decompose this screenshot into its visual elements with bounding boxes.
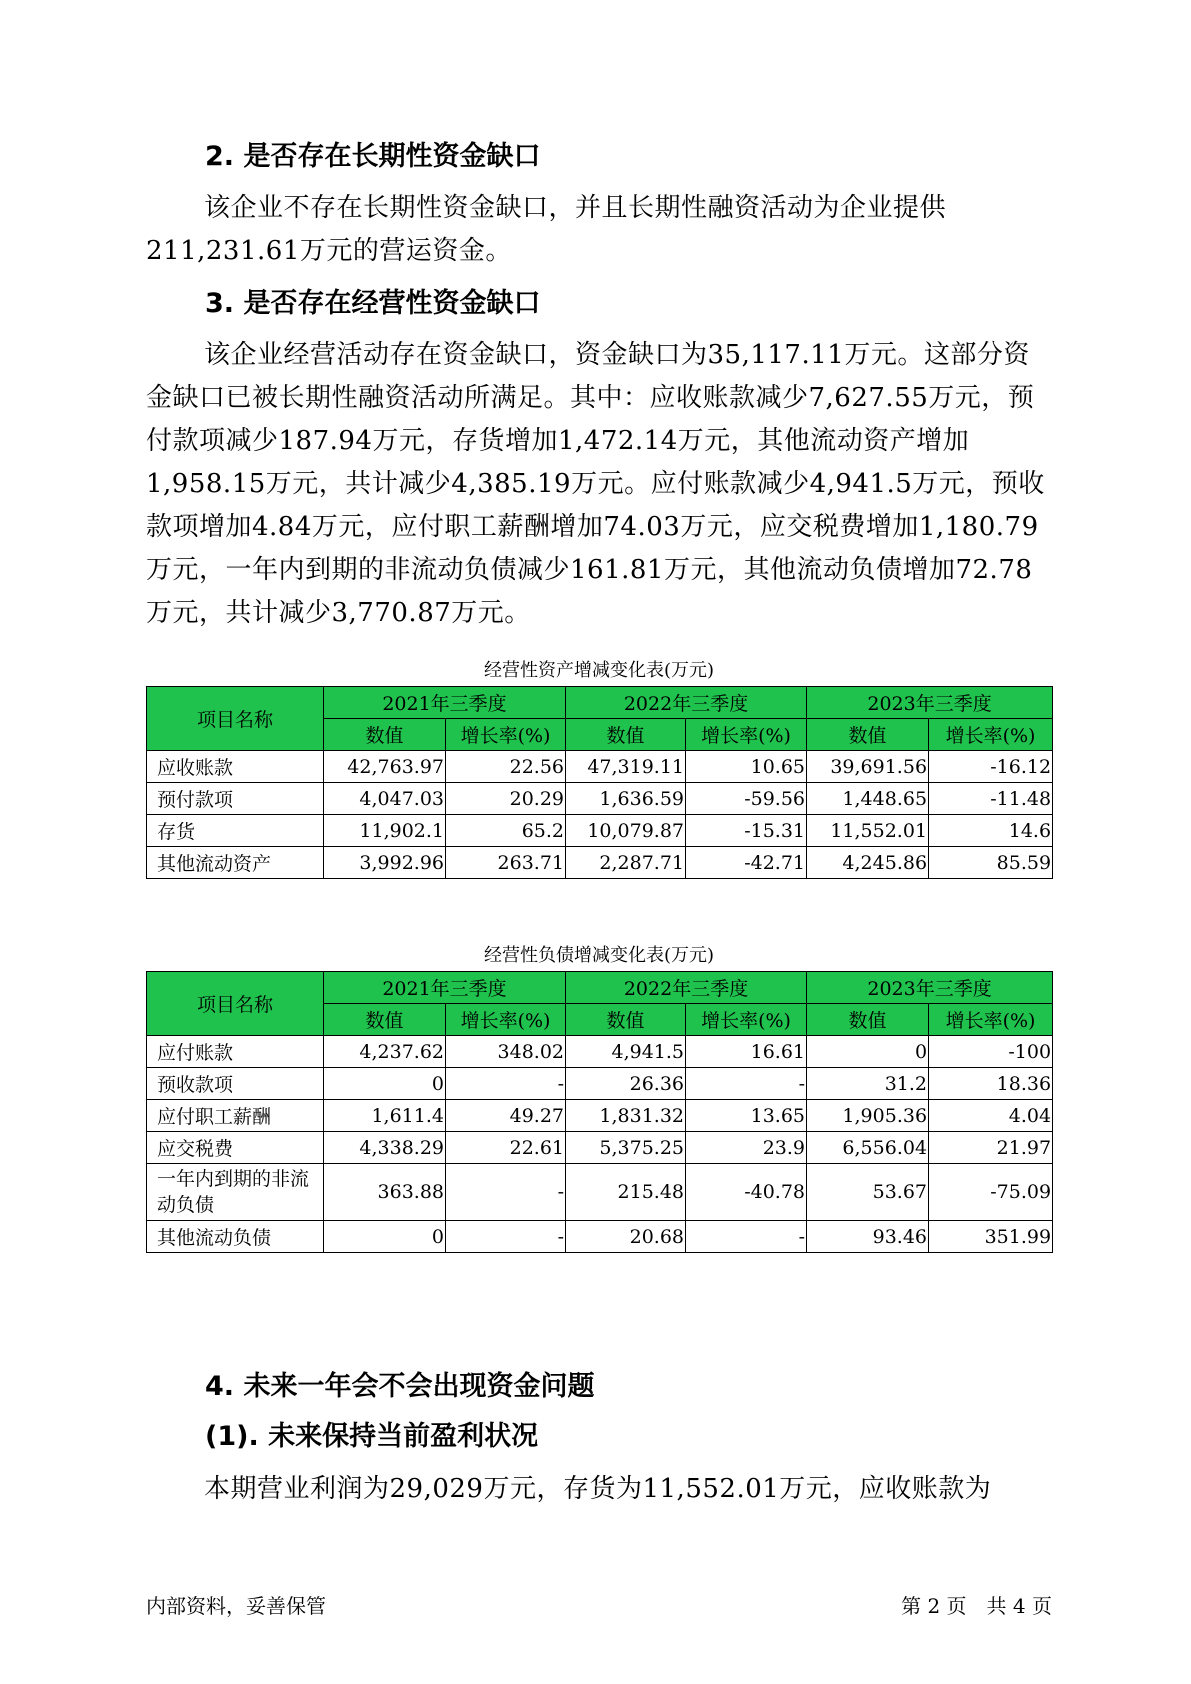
table-row	[147, 847, 1053, 879]
liabilities-table	[146, 971, 1053, 1253]
cell-growth: 85.59	[929, 847, 1053, 879]
cell-value: 1,611.4	[324, 1100, 446, 1132]
cell-value: 363.88	[324, 1164, 446, 1221]
cell-value: 2,287.71	[566, 847, 686, 879]
value-header: 数值	[324, 1004, 446, 1036]
cell-growth: 22.61	[446, 1132, 566, 1164]
section-4-heading: 4. 未来一年会不会出现资金问题	[205, 1371, 595, 1402]
cell-growth: 20.29	[446, 783, 566, 815]
cell-value: 4,237.62	[324, 1036, 446, 1068]
cell-growth: 21.97	[929, 1132, 1053, 1164]
period-2023-header: 2023年三季度	[807, 972, 1053, 1004]
item-name-header: 项目名称	[147, 687, 324, 751]
cell-growth: -	[686, 1221, 807, 1253]
cell-value: 6,556.04	[807, 1132, 929, 1164]
assets-table	[146, 686, 1053, 879]
table-row	[147, 751, 1053, 783]
liabilities-table-caption: 经营性负债增减变化表(万元)	[483, 945, 715, 966]
row-name: 其他流动资产	[147, 847, 324, 879]
cell-growth: 23.9	[686, 1132, 807, 1164]
cell-growth: 22.56	[446, 751, 566, 783]
period-2021-header: 2021年三季度	[324, 687, 566, 719]
table-row	[147, 1164, 1053, 1221]
assets-table-caption: 经营性资产增减变化表(万元)	[483, 660, 715, 681]
cell-growth: 18.36	[929, 1068, 1053, 1100]
growth-header: 增长率(%)	[686, 719, 807, 751]
cell-growth: -	[446, 1221, 566, 1253]
table-row	[147, 815, 1053, 847]
cell-value: 31.2	[807, 1068, 929, 1100]
period-2021-header: 2021年三季度	[324, 972, 566, 1004]
cell-growth: 4.04	[929, 1100, 1053, 1132]
row-name: 应交税费	[147, 1132, 324, 1164]
cell-growth: -15.31	[686, 815, 807, 847]
period-2023-header: 2023年三季度	[807, 687, 1053, 719]
cell-value: 11,552.01	[807, 815, 929, 847]
value-header: 数值	[324, 719, 446, 751]
cell-value: 42,763.97	[324, 751, 446, 783]
value-header: 数值	[566, 719, 686, 751]
cell-value: 0	[324, 1221, 446, 1253]
cell-growth: 49.27	[446, 1100, 566, 1132]
footer-page-number: 第 2 页 共 4 页	[901, 1594, 1052, 1618]
cell-growth: -	[446, 1164, 566, 1221]
value-header: 数值	[807, 719, 929, 751]
cell-value: 39,691.56	[807, 751, 929, 783]
cell-value: 53.67	[807, 1164, 929, 1221]
cell-growth: 351.99	[929, 1221, 1053, 1253]
cell-value: 5,375.25	[566, 1132, 686, 1164]
period-2022-header: 2022年三季度	[566, 687, 807, 719]
cell-value: 1,905.36	[807, 1100, 929, 1132]
cell-growth: 65.2	[446, 815, 566, 847]
table-row	[147, 1068, 1053, 1100]
row-name: 应付账款	[147, 1036, 324, 1068]
item-name-header: 项目名称	[147, 972, 324, 1036]
section-4-paragraph: 本期营业利润为29,029万元，存货为11,552.01万元，应收账款为	[204, 1474, 992, 1504]
cell-growth: 14.6	[929, 815, 1053, 847]
growth-header: 增长率(%)	[446, 719, 566, 751]
cell-value: 4,338.29	[324, 1132, 446, 1164]
section-2-paragraph: 该企业不存在长期性资金缺口，并且长期性融资活动为企业提供211,231.61万元的营运资金。	[146, 193, 947, 266]
section-3-heading: 3. 是否存在经营性资金缺口	[205, 288, 541, 319]
cell-value: 10,079.87	[566, 815, 686, 847]
cell-value: 47,319.11	[566, 751, 686, 783]
table-row	[147, 783, 1053, 815]
footer-confidential-note: 内部资料，妥善保管	[146, 1594, 326, 1618]
cell-value: 1,831.32	[566, 1100, 686, 1132]
cell-value: 215.48	[566, 1164, 686, 1221]
cell-value: 0	[807, 1036, 929, 1068]
cell-value: 20.68	[566, 1221, 686, 1253]
cell-growth: -42.71	[686, 847, 807, 879]
cell-value: 1,636.59	[566, 783, 686, 815]
cell-growth: -100	[929, 1036, 1053, 1068]
cell-value: 26.36	[566, 1068, 686, 1100]
row-name: 应付职工薪酬	[147, 1100, 324, 1132]
table-row	[147, 1036, 1053, 1068]
table-row	[147, 1100, 1053, 1132]
section-3-paragraph: 该企业经营活动存在资金缺口，资金缺口为35,117.11万元。这部分资金缺口已被长期性融资活动所满足。其中：应收账款减少7,627.55万元，预付款项减少187.94万元，存货增加1,472.14万元，其他流动资产增加1,958.15万元，共计减少4,385.19万元。应付账款减少4,941.5万元，预收款项增加4.84万元，应付职工薪酬增加74.03万元，应交税费增加1,180.79万元，一年内到期的非流动负债减少161.81万元，其他流动负债增加72.78万元，共计减少3,770.87万元。	[146, 340, 1045, 628]
cell-growth: 348.02	[446, 1036, 566, 1068]
cell-value: 93.46	[807, 1221, 929, 1253]
row-name: 应收账款	[147, 751, 324, 783]
value-header: 数值	[807, 1004, 929, 1036]
section-4-sub-heading: (1). 未来保持当前盈利状况	[205, 1421, 539, 1452]
cell-growth: -40.78	[686, 1164, 807, 1221]
row-name: 一年内到期的非流动负债	[147, 1164, 324, 1221]
cell-growth: 263.71	[446, 847, 566, 879]
value-header: 数值	[566, 1004, 686, 1036]
cell-growth: 13.65	[686, 1100, 807, 1132]
period-2022-header: 2022年三季度	[566, 972, 807, 1004]
cell-value: 11,902.1	[324, 815, 446, 847]
cell-value: 4,941.5	[566, 1036, 686, 1068]
cell-growth: -11.48	[929, 783, 1053, 815]
cell-growth: -	[686, 1068, 807, 1100]
row-name: 预收款项	[147, 1068, 324, 1100]
cell-value: 3,992.96	[324, 847, 446, 879]
table-row	[147, 1221, 1053, 1253]
cell-value: 0	[324, 1068, 446, 1100]
growth-header: 增长率(%)	[929, 1004, 1053, 1036]
cell-value: 1,448.65	[807, 783, 929, 815]
table-row	[147, 1132, 1053, 1164]
growth-header: 增长率(%)	[686, 1004, 807, 1036]
cell-growth: -16.12	[929, 751, 1053, 783]
cell-growth: 16.61	[686, 1036, 807, 1068]
growth-header: 增长率(%)	[929, 719, 1053, 751]
cell-growth: -75.09	[929, 1164, 1053, 1221]
row-name: 预付款项	[147, 783, 324, 815]
cell-value: 4,047.03	[324, 783, 446, 815]
cell-growth: 10.65	[686, 751, 807, 783]
cell-growth: -	[446, 1068, 566, 1100]
row-name: 其他流动负债	[147, 1221, 324, 1253]
row-name: 存货	[147, 815, 324, 847]
growth-header: 增长率(%)	[446, 1004, 566, 1036]
cell-value: 4,245.86	[807, 847, 929, 879]
cell-growth: -59.56	[686, 783, 807, 815]
section-2-heading: 2. 是否存在长期性资金缺口	[205, 141, 541, 172]
